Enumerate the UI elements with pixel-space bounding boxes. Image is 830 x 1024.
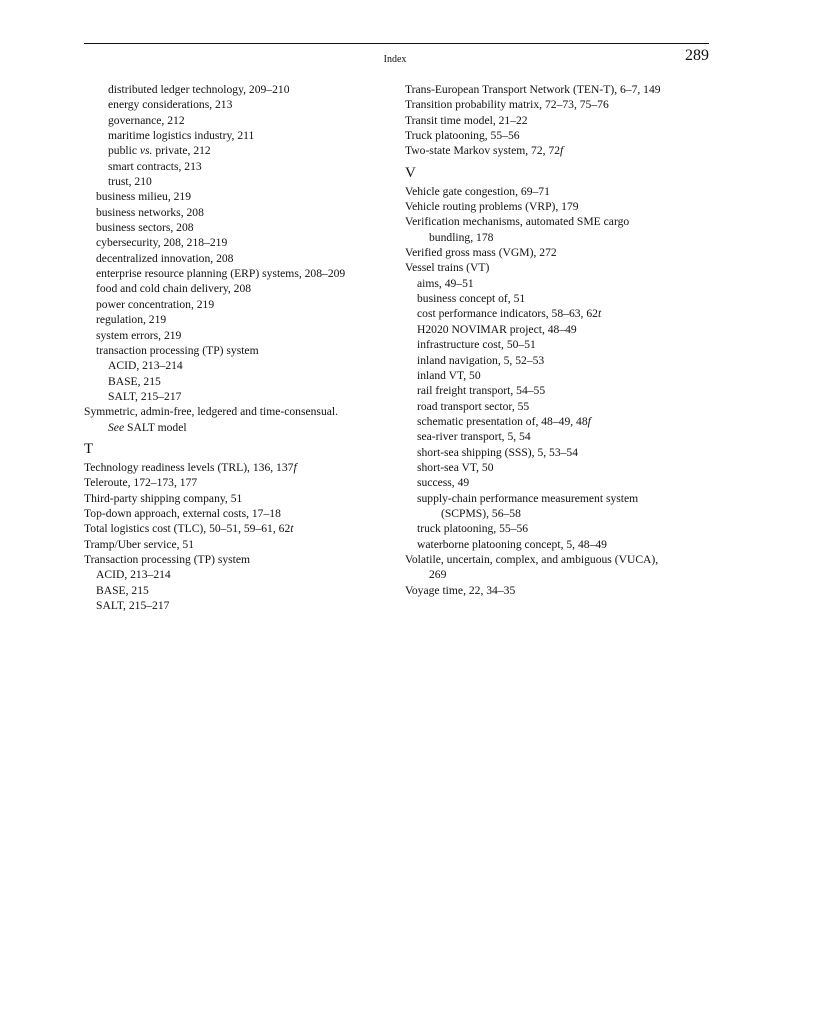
entry-suffix: f [587, 414, 591, 428]
index-entry [405, 322, 715, 337]
entry-suffix: t [290, 522, 294, 536]
entry-text: schematic presentation of, 48–49, 48 [417, 414, 588, 428]
entry-text: Top-down approach, external costs, 17–18 [84, 506, 281, 520]
index-entry [84, 235, 394, 250]
index-entry [84, 537, 394, 552]
section-t-entries [84, 460, 394, 613]
index-entry-continuation: (SCPMS), 56–58 [441, 506, 521, 520]
index-entry [405, 383, 715, 398]
entry-text: BASE, 215 [108, 374, 161, 388]
entry-text: road transport sector, 55 [417, 399, 530, 413]
index-entry [84, 82, 394, 97]
index-entry [405, 291, 715, 306]
entry-text: Verification mechanisms, automated SME cargo [405, 215, 630, 229]
entry-text: governance, 212 [108, 113, 185, 127]
entry-text: Vehicle gate congestion, 69–71 [405, 184, 550, 198]
index-entry [405, 128, 715, 143]
index-entry [405, 414, 715, 429]
entry-text: trust, 210 [108, 175, 152, 189]
entry-text: Transit time model, 21–22 [405, 113, 528, 127]
index-entry [84, 583, 394, 598]
entry-text: Total logistics cost (TLC), 50–51, 59–61, 62 [84, 522, 291, 536]
section-v-entries [405, 184, 715, 598]
entry-text: public [108, 144, 140, 158]
index-entry [84, 343, 394, 358]
index-entry [84, 567, 394, 582]
index-entry [84, 189, 394, 204]
index-entry [84, 328, 394, 343]
left-column [84, 82, 394, 613]
entry-text: supply-chain performance measurement system [417, 491, 639, 505]
index-entry [405, 214, 715, 229]
entry-text: business concept of, 51 [417, 292, 526, 306]
entry-text: business milieu, 219 [96, 190, 192, 204]
entry-text: enterprise resource planning (ERP) systems, 208–209 [96, 267, 346, 281]
index-entry [405, 276, 715, 291]
entry-text: ACID, 213–214 [108, 359, 183, 373]
entry-text: transaction processing (TP) system [96, 343, 259, 357]
index-entry [84, 521, 394, 536]
entry-text: system errors, 219 [96, 328, 182, 342]
index-entry [405, 184, 715, 199]
index-entry [405, 491, 715, 506]
index-see-reference [84, 420, 394, 435]
entry-text: Verified gross mass (VGM), 272 [405, 246, 557, 260]
index-entry [405, 97, 715, 112]
index-entry [405, 353, 715, 368]
index-entry [84, 358, 394, 373]
index-entry [405, 113, 715, 128]
entry-text: Third-party shipping company, 51 [84, 491, 243, 505]
index-entry [84, 159, 394, 174]
entry-text: success, 49 [417, 476, 470, 490]
entry-text: distributed ledger technology, 209–210 [108, 83, 290, 96]
index-entry [405, 399, 715, 414]
running-title: Index [383, 54, 407, 65]
entry-text: smart contracts, 213 [108, 159, 202, 173]
entry-text: SALT, 215–217 [108, 389, 182, 403]
entry-text: BASE, 215 [96, 583, 149, 597]
entry-text: infrastructure cost, 50–51 [417, 338, 536, 352]
entry-text: decentralized innovation, 208 [96, 251, 234, 265]
entry-text: rail freight transport, 54–55 [417, 384, 546, 398]
index-entry [84, 491, 394, 506]
index-entry [405, 552, 715, 567]
entry-text: inland navigation, 5, 52–53 [417, 353, 545, 367]
entry-text: regulation, 219 [96, 313, 167, 327]
entry-text: Vehicle routing problems (VRP), 179 [405, 200, 579, 214]
index-entry [84, 475, 394, 490]
index-entry [405, 337, 715, 352]
entry-suffix: t [597, 307, 602, 321]
entry-text: energy considerations, 213 [108, 98, 233, 112]
entry-text: Trans-European Transport Network (TEN-T), 6–7, 149 [405, 83, 661, 96]
left-entry-list [84, 82, 394, 404]
see-target: SALT model [127, 420, 187, 434]
index-entry [405, 460, 715, 475]
entry-text: short-sea VT, 50 [417, 460, 494, 474]
index-entry [84, 374, 394, 389]
entry-text: Two-state Markov system, 72, 72 [405, 144, 561, 158]
entry-text: private, 212 [152, 144, 211, 158]
header-rule [84, 43, 709, 44]
index-entry [405, 245, 715, 260]
right-column [405, 82, 715, 598]
index-entry [84, 389, 394, 404]
entry-text: Technology readiness levels (TRL), 136, 137 [84, 460, 294, 474]
entry-text: business sectors, 208 [96, 221, 194, 235]
index-entry [84, 128, 394, 143]
index-entry [405, 260, 715, 275]
entry-text: power concentration, 219 [96, 297, 215, 311]
entry-text: Truck platooning, 55–56 [405, 129, 520, 143]
entry-suffix: f [293, 460, 297, 474]
page-number: 289 [685, 47, 709, 64]
index-entry [84, 266, 394, 281]
entry-text: Volatile, uncertain, complex, and ambiguous (VUCA), [405, 552, 659, 566]
index-entry [84, 251, 394, 266]
entry-text: food and cold chain delivery, 208 [96, 282, 252, 296]
entry-text: H2020 NOVIMAR project, 48–49 [417, 322, 577, 336]
entry-text: Tramp/Uber service, 51 [84, 537, 195, 551]
entry-italic: vs. [139, 144, 153, 158]
entry-text: Transaction processing (TP) system [84, 552, 251, 566]
index-entry [405, 306, 715, 321]
index-entry [84, 506, 394, 521]
entry-text: inland VT, 50 [417, 368, 481, 382]
entry-text: Transition probability matrix, 72–73, 75–76 [405, 98, 609, 112]
index-entry [84, 97, 394, 112]
entry-text: business networks, 208 [96, 205, 204, 219]
index-entry [405, 429, 715, 444]
index-entry [84, 460, 394, 475]
entry-text: SALT, 215–217 [96, 599, 170, 612]
index-entry [405, 368, 715, 383]
entry-text: aims, 49–51 [417, 276, 474, 290]
index-entry-symmetric [84, 404, 394, 419]
index-entry-continuation: 269 [429, 568, 447, 582]
entry-text: sea-river transport, 5, 54 [417, 430, 531, 444]
index-entry [405, 199, 715, 214]
index-entry [84, 598, 394, 613]
index-entry [405, 475, 715, 490]
entry-text: Teleroute, 172–173, 177 [84, 476, 198, 490]
index-entry [84, 174, 394, 189]
entry-suffix: f [560, 144, 564, 158]
index-entry [405, 537, 715, 552]
index-entry [84, 552, 394, 567]
index-entry [405, 143, 715, 158]
index-entry [84, 297, 394, 312]
section-letter-v: V [405, 164, 416, 181]
index-entry [84, 205, 394, 220]
entry-text: Symmetric, admin-free, ledgered and time-consensual. [84, 405, 339, 419]
entry-text: truck platooning, 55–56 [417, 522, 529, 536]
index-entry [84, 220, 394, 235]
index-entry [405, 521, 715, 536]
entry-text: cost performance indicators, 58–63, 62 [417, 307, 598, 321]
index-entry [405, 82, 715, 97]
index-entry [84, 113, 394, 128]
entry-text: cybersecurity, 208, 218–219 [96, 236, 228, 250]
index-entry [405, 583, 715, 598]
see-label: See [108, 420, 125, 434]
entry-text: short-sea shipping (SSS), 5, 53–54 [417, 445, 579, 459]
index-entry [405, 445, 715, 460]
entry-text: waterborne platooning concept, 5, 48–49 [417, 537, 607, 551]
entry-text: maritime logistics industry, 211 [108, 129, 255, 143]
entry-text: ACID, 213–214 [96, 568, 171, 582]
entry-text: Vessel trains (VT) [405, 261, 490, 275]
index-entry [84, 312, 394, 327]
entry-text: Voyage time, 22, 34–35 [405, 583, 516, 597]
index-entry [84, 143, 394, 158]
section-letter-t: T [84, 440, 94, 457]
index-entry [84, 281, 394, 296]
index-entry-continuation: bundling, 178 [429, 230, 494, 244]
right-t-entries [405, 82, 715, 159]
